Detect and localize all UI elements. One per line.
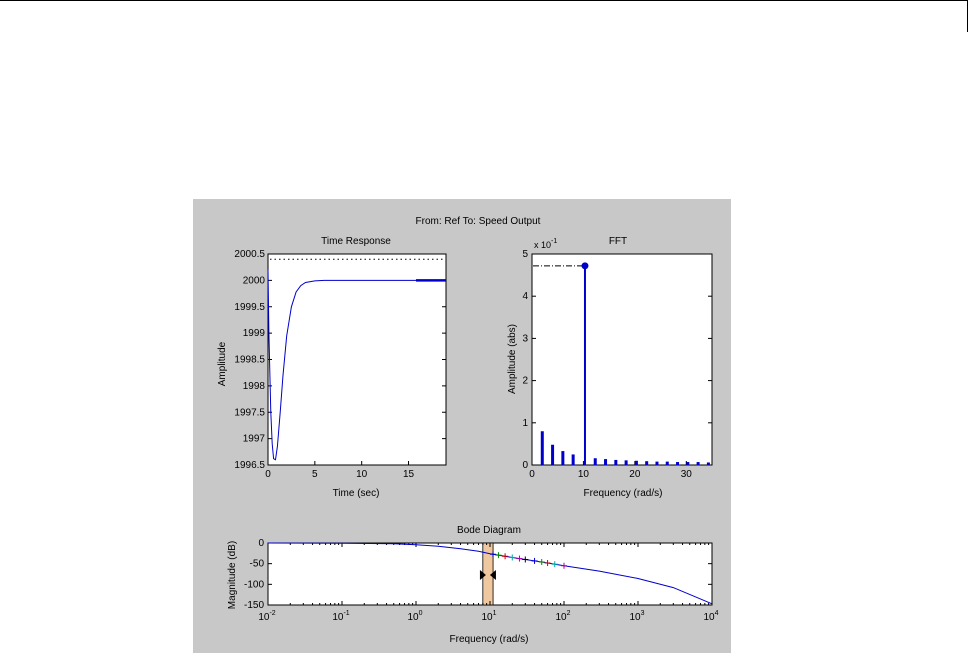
fft-xlabel: Frequency (rad/s)	[583, 488, 663, 499]
bode-ytick-label: -100	[243, 579, 264, 591]
fft-xtick-label: 10	[577, 469, 589, 480]
fft-title: FFT	[608, 236, 628, 247]
fft-ytick-label: 1	[522, 417, 528, 429]
fft-plot-area[interactable]	[532, 254, 712, 465]
fft-xtick-label: 0	[529, 469, 535, 480]
bode-ylabel: Magnitude (dB)	[227, 540, 238, 610]
time-response-xtick-label: 0	[265, 469, 271, 480]
fft-ytick-label: 4	[522, 291, 528, 303]
fft-bar	[645, 461, 648, 465]
time-response-ytick-label: 1999.5	[234, 301, 265, 313]
fft-ytick-label: 3	[522, 333, 528, 345]
fft-xtick-label: 30	[680, 469, 692, 480]
time-response-ytick-label: 1997	[242, 433, 265, 445]
fft-bar	[572, 454, 575, 465]
fft-ytick-label: 0	[522, 460, 528, 471]
time-response-xtick-label: 15	[402, 469, 415, 480]
fft-xtick-label: 20	[629, 469, 641, 480]
time-response-ytick-label: 1998.5	[234, 354, 265, 366]
time-response-ytick-label: 1996.5	[234, 460, 265, 471]
fft-bar	[561, 451, 564, 465]
bode-ytick-label: -150	[243, 600, 264, 611]
bode-xtick-label: $10^1$	[481, 610, 497, 623]
figure-window	[193, 199, 731, 653]
time-response-ytick-label: 1998	[242, 380, 265, 392]
figure-title: From: Ref To: Speed Output	[415, 216, 541, 227]
page-corner-tick	[967, 0, 968, 32]
bode-xtick-label: $10^4$	[703, 610, 719, 623]
bode-ytick-label: -50	[249, 558, 264, 570]
fft-axes	[507, 236, 712, 499]
time-response-xlabel: Time (sec)	[332, 488, 380, 499]
time-response-ytick-label: 1999	[242, 328, 265, 340]
time-response-axes	[217, 236, 446, 499]
time-response-title: Time Response	[321, 236, 391, 247]
fft-peak-marker[interactable]	[581, 262, 588, 269]
fft-bar	[655, 462, 658, 465]
figure-canvas	[193, 199, 731, 653]
page-top-rule	[0, 0, 968, 1]
fft-scale-label: x $10^{-1}$	[534, 238, 558, 250]
time-response-ylabel: Amplitude	[217, 341, 228, 387]
fft-bar	[625, 460, 628, 465]
bode-xtick-label: $10^2$	[555, 610, 571, 623]
time-response-xtick-label: 10	[356, 469, 368, 480]
fft-bar	[594, 458, 597, 465]
fft-bar	[676, 462, 679, 465]
fft-bar	[697, 462, 700, 465]
bode-title: Bode Diagram	[457, 525, 521, 536]
fft-bar	[686, 462, 689, 465]
fft-bar	[541, 431, 544, 465]
bode-axes	[227, 525, 719, 645]
time-response-ytick-label: 2000.5	[234, 249, 265, 260]
fft-bar	[604, 459, 607, 465]
bode-ytick-label: 0	[258, 538, 264, 549]
bode-xtick-label: $10^{-1}$	[332, 610, 350, 623]
bode-xtick-label: $10^{-2}$	[258, 610, 276, 623]
fft-bar	[707, 462, 710, 465]
time-response-ytick-label: 2000	[242, 275, 265, 287]
time-response-plot-area[interactable]	[268, 254, 446, 465]
fft-bar	[551, 445, 554, 465]
fft-ytick-label: 2	[522, 375, 528, 387]
bode-xtick-label: $10^3$	[629, 610, 645, 623]
fft-ylabel: Amplitude (abs)	[507, 323, 518, 395]
time-response-ytick-label: 1997.5	[234, 407, 265, 419]
fft-bar	[614, 460, 617, 465]
bode-xlabel: Frequency (rad/s)	[449, 634, 529, 645]
bode-xtick-label: $10^0$	[407, 610, 423, 623]
fft-ytick-label: 5	[522, 249, 528, 260]
time-response-xtick-label: 5	[312, 469, 318, 480]
fft-bar	[666, 462, 669, 465]
fft-bar	[635, 461, 638, 465]
